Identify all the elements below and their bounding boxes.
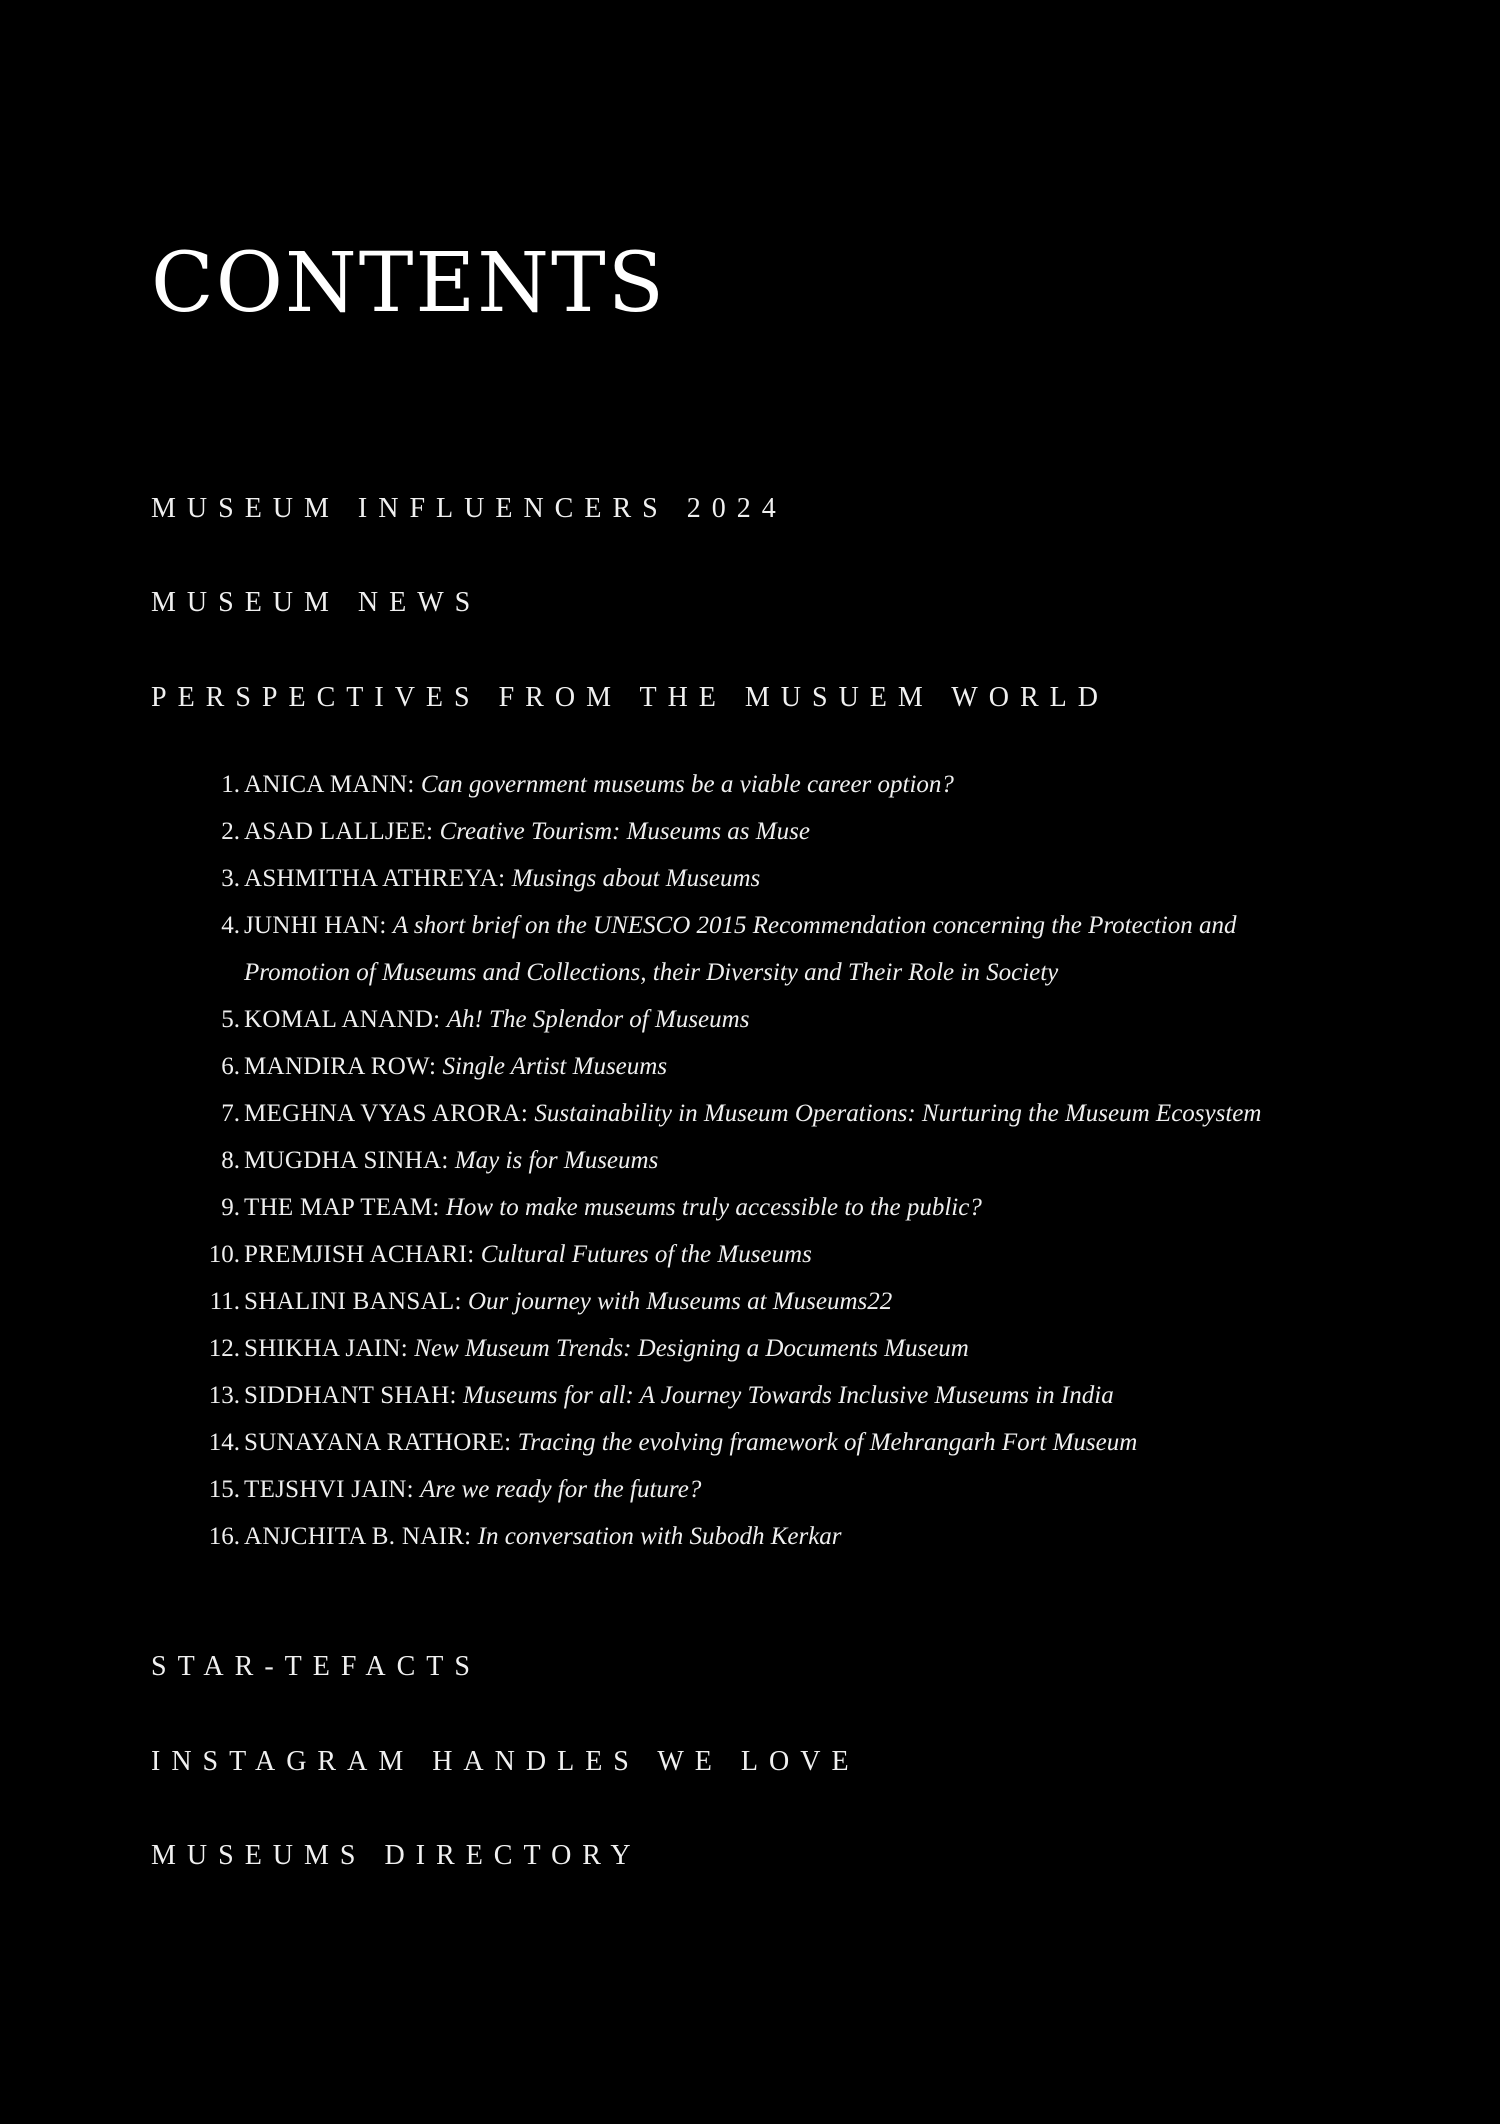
page-title: CONTENTS xyxy=(151,236,666,331)
item-title: A short brief on the UNESCO 2015 Recommendation concerning the Protection and Promotion of Museums and Collections, their Diversity and Their Role in Society xyxy=(244,912,1237,986)
item-author: SUNAYANA RATHORE: xyxy=(244,1429,512,1456)
list-item[interactable] xyxy=(151,996,1291,1043)
section-star-tefacts[interactable]: STAR-TEFACTS xyxy=(151,1651,481,1682)
list-item[interactable] xyxy=(151,855,1291,902)
item-author: MEGHNA VYAS ARORA: xyxy=(244,1100,529,1127)
item-author: ASHMITHA ATHREYA: xyxy=(244,865,506,892)
item-author: PREMJISH ACHARI: xyxy=(244,1241,475,1268)
section-museum-news[interactable]: MUSEUM NEWS xyxy=(151,587,482,618)
item-number: 2. xyxy=(221,818,240,845)
item-number: 9. xyxy=(221,1194,240,1221)
list-item[interactable] xyxy=(151,1419,1291,1466)
item-title: How to make museums truly accessible to the public? xyxy=(445,1194,982,1221)
item-author: MANDIRA ROW: xyxy=(244,1053,437,1080)
item-author: JUNHI HAN: xyxy=(244,912,387,939)
item-number: 10. xyxy=(208,1241,240,1268)
item-title: Creative Tourism: Museums as Muse xyxy=(439,818,810,845)
item-number: 16. xyxy=(208,1523,240,1550)
item-author: TEJSHVI JAIN: xyxy=(244,1476,414,1503)
list-item[interactable] xyxy=(151,1184,1291,1231)
section-perspectives[interactable]: PERSPECTIVES FROM THE MUSUEM WORLD xyxy=(151,682,1109,713)
list-item[interactable] xyxy=(151,1325,1291,1372)
section-museum-influencers[interactable]: MUSEUM INFLUENCERS 2024 xyxy=(151,493,787,524)
item-number: 13. xyxy=(208,1382,240,1409)
list-item[interactable] xyxy=(151,1231,1291,1278)
item-author: ANICA MANN: xyxy=(244,771,415,798)
list-item[interactable] xyxy=(151,1466,1291,1513)
item-number: 14. xyxy=(208,1429,240,1456)
item-title: Single Artist Museums xyxy=(442,1053,668,1080)
item-title: Ah! The Splendor of Museums xyxy=(446,1006,750,1033)
section-instagram-handles[interactable]: INSTAGRAM HANDLES WE LOVE xyxy=(151,1746,860,1777)
item-author: THE MAP TEAM: xyxy=(244,1194,440,1221)
item-title: Can government museums be a viable career option? xyxy=(420,771,954,798)
item-author: SHALINI BANSAL: xyxy=(244,1288,462,1315)
list-item[interactable] xyxy=(151,1513,1291,1560)
list-item[interactable] xyxy=(151,1372,1291,1419)
item-number: 15. xyxy=(208,1476,240,1503)
item-title: Tracing the evolving framework of Mehrangarh Fort Museum xyxy=(517,1429,1138,1456)
article-list xyxy=(151,761,1291,1560)
list-item[interactable] xyxy=(151,1137,1291,1184)
item-number: 4. xyxy=(221,912,240,939)
list-item[interactable] xyxy=(151,1090,1291,1137)
item-number: 5. xyxy=(221,1006,240,1033)
item-number: 3. xyxy=(221,865,240,892)
item-title: Are we ready for the future? xyxy=(420,1476,702,1503)
list-item[interactable] xyxy=(151,808,1291,855)
item-number: 1. xyxy=(221,771,240,798)
item-number: 8. xyxy=(221,1147,240,1174)
item-title: Musings about Museums xyxy=(511,865,761,892)
item-author: SHIKHA JAIN: xyxy=(244,1335,409,1362)
item-author: SIDDHANT SHAH: xyxy=(244,1382,457,1409)
item-number: 6. xyxy=(221,1053,240,1080)
item-number: 7. xyxy=(221,1100,240,1127)
list-item[interactable] xyxy=(151,1278,1291,1325)
item-title: In conversation with Subodh Kerkar xyxy=(477,1523,842,1550)
item-author: MUGDHA SINHA: xyxy=(244,1147,449,1174)
section-museums-directory[interactable]: MUSEUMS DIRECTORY xyxy=(151,1840,642,1871)
item-title: Museums for all: A Journey Towards Inclusive Museums in India xyxy=(463,1382,1114,1409)
item-title: May is for Museums xyxy=(454,1147,659,1174)
item-author: ASAD LALLJEE: xyxy=(244,818,434,845)
item-number: 12. xyxy=(208,1335,240,1362)
list-item[interactable] xyxy=(151,1043,1291,1090)
item-title: Cultural Futures of the Museums xyxy=(480,1241,812,1268)
list-item[interactable] xyxy=(151,902,1291,996)
item-number: 11. xyxy=(209,1288,240,1315)
item-title: Our journey with Museums at Museums22 xyxy=(467,1288,893,1315)
item-author: KOMAL ANAND: xyxy=(244,1006,441,1033)
item-author: ANJCHITA B. NAIR: xyxy=(244,1523,472,1550)
item-title: New Museum Trends: Designing a Documents Museum xyxy=(414,1335,969,1362)
list-item[interactable] xyxy=(151,761,1291,808)
item-title: Sustainability in Museum Operations: Nurturing the Museum Ecosystem xyxy=(534,1100,1262,1127)
